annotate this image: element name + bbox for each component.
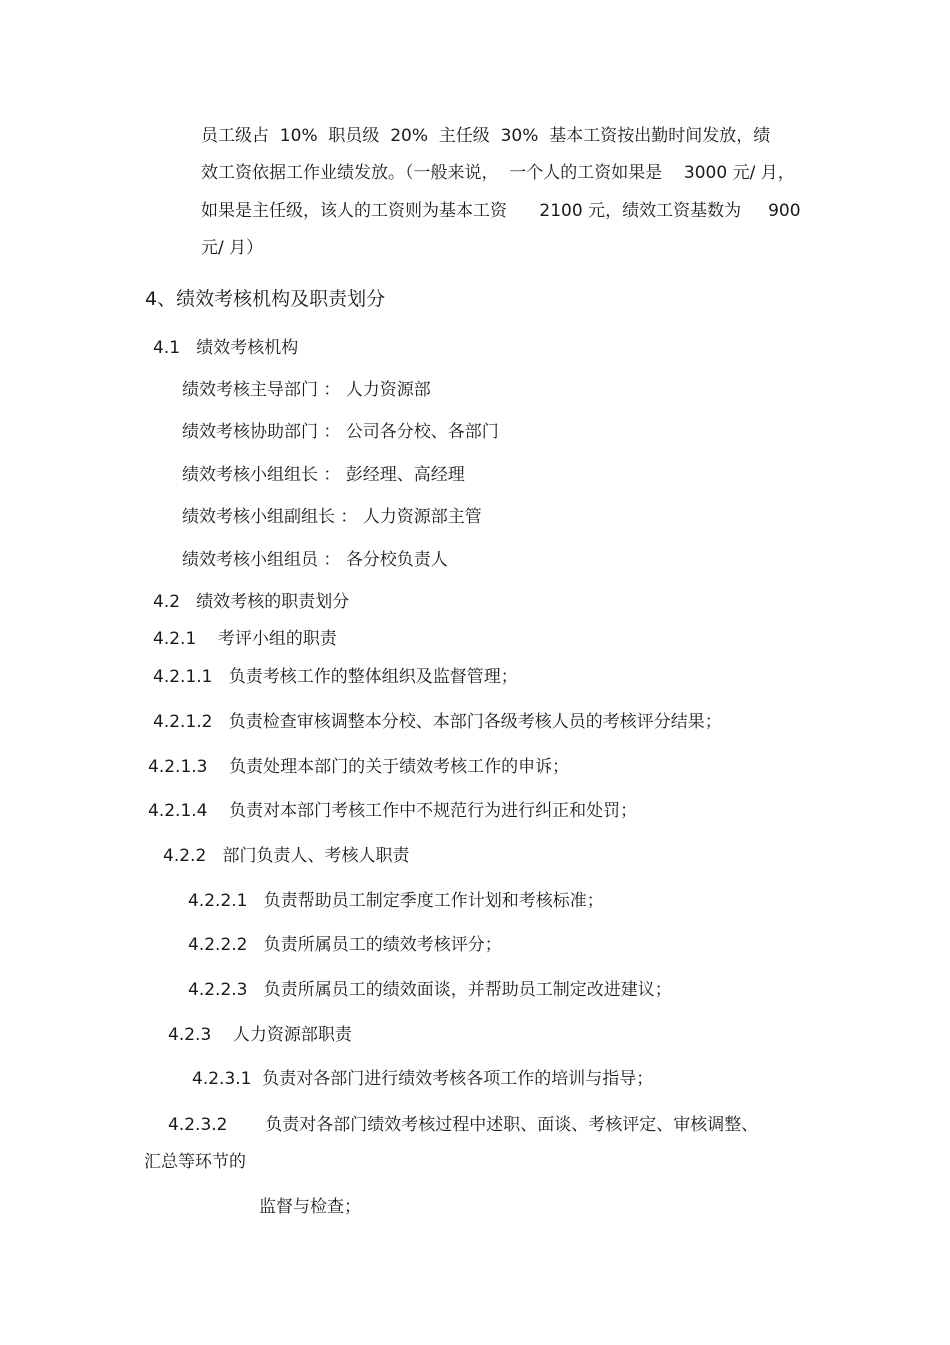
section-4-2-1-heading [153, 628, 337, 650]
section-title: 人力资源部职责 [232, 1025, 352, 1045]
duty-text: 负责对各部门绩效考核过程中述职、面谈、考核评定、审核调整、 [265, 1115, 759, 1135]
intro-line-2: 效工资依据工作业绩发放。（一般来说， 一个人的工资如果是 3000 元/ 月， [201, 163, 795, 183]
section-title: 考评小组的职责 [217, 629, 337, 649]
duty-text: 负责对本部门考核工作中不规范行为进行纠正和处罚； [229, 801, 638, 821]
org-item [182, 464, 465, 486]
org-item-label: 绩效考核小组组员 [182, 550, 324, 570]
org-item-value: 公司各分校、各部门 [345, 422, 499, 442]
org-item-label: 绩效考核主导部门 [182, 380, 324, 400]
duty-item [188, 934, 502, 956]
duty-number: 4.2.1.1 [153, 667, 213, 687]
section-number: 4.2.3 [168, 1025, 212, 1045]
duty-number: 4.2.1.3 [148, 757, 208, 777]
org-item-sep: ： [323, 380, 341, 400]
duty-number: 4.2.2.1 [188, 891, 248, 911]
duty-item [153, 711, 722, 733]
org-item-sep: ： [323, 550, 341, 570]
duty-item [188, 979, 672, 1001]
org-item-sep: ： [323, 422, 341, 442]
section-4-2-heading [153, 591, 349, 613]
duty-item [148, 756, 569, 778]
org-item-sep: ： [340, 507, 358, 527]
section-title: 绩效考核机构 [196, 338, 299, 358]
org-item-sep: ： [323, 465, 341, 485]
org-item [182, 421, 499, 443]
section-4-2-3-heading [168, 1024, 352, 1046]
org-item [182, 506, 482, 528]
section-title: 绩效考核的职责划分 [196, 592, 350, 612]
duty-text: 负责考核工作的整体组织及监督管理； [228, 667, 518, 687]
duty-item [188, 890, 604, 912]
section-number: 4.2 [153, 592, 181, 612]
duty-number: 4.2.2.3 [188, 980, 248, 1000]
section-title: 部门负责人、考核人职责 [222, 846, 410, 866]
intro-line-3: 如果是主任级，该人的工资则为基本工资 2100 元，绩效工资基数为 900 [201, 201, 801, 221]
duty-item [168, 1114, 758, 1136]
duty-item [148, 800, 637, 822]
section-4-2-2-heading [163, 845, 409, 867]
org-item [182, 549, 448, 571]
intro-line-4: 元/ 月） [201, 238, 264, 258]
org-item [182, 379, 431, 401]
duty-text: 负责处理本部门的关于绩效考核工作的申诉； [229, 757, 570, 777]
org-item-label: 绩效考核协助部门 [182, 422, 324, 442]
duty-number: 4.2.3.2 [168, 1115, 228, 1135]
org-item-value: 人力资源部 [345, 380, 431, 400]
section-4-1-heading [153, 337, 298, 359]
section-number: 4.1 [153, 338, 181, 358]
duty-item [153, 666, 518, 688]
duty-text: 负责对各部门进行绩效考核各项工作的培训与指导； [262, 1069, 654, 1089]
intro-line-1: 员工级占 10% 职员级 20% 主任级 30% 基本工资按出勤时间发放，绩 [201, 126, 771, 146]
section-4-heading: 4、绩效考核机构及职责划分 [145, 288, 386, 310]
section-number: 4.2.2 [163, 846, 207, 866]
org-item-value: 各分校负责人 [345, 550, 448, 570]
duty-text: 负责检查审核调整本分校、本部门各级考核人员的考核评分结果； [228, 712, 722, 732]
org-item-value: 人力资源部主管 [362, 507, 482, 527]
duty-text-continuation: 监督与检查； [259, 1197, 361, 1217]
org-item-label: 绩效考核小组组长 [182, 465, 324, 485]
duty-number: 4.2.1.4 [148, 801, 208, 821]
duty-number: 4.2.2.2 [188, 935, 248, 955]
duty-item [192, 1068, 653, 1090]
duty-number: 4.2.1.2 [153, 712, 213, 732]
duty-text: 负责所属员工的绩效面谈，并帮助员工制定改进建议； [263, 980, 672, 1000]
duty-text-continuation: 汇总等环节的 [144, 1152, 246, 1172]
org-item-value: 彭经理、高经理 [345, 465, 465, 485]
org-item-label: 绩效考核小组副组长 [182, 507, 341, 527]
section-number: 4.2.1 [153, 629, 197, 649]
duty-text: 负责所属员工的绩效考核评分； [263, 935, 502, 955]
duty-text: 负责帮助员工制定季度工作计划和考核标准； [263, 891, 604, 911]
duty-number: 4.2.3.1 [192, 1069, 252, 1089]
